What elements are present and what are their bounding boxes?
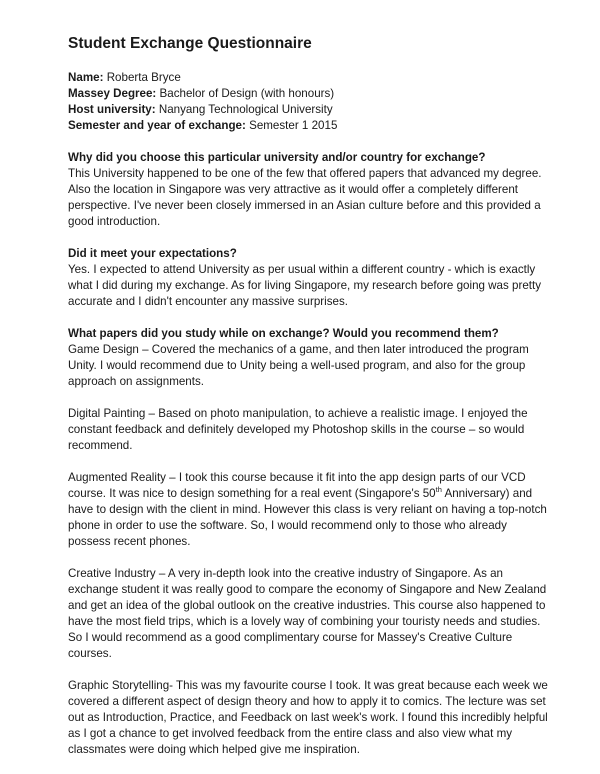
name-value: Roberta Bryce — [106, 71, 181, 84]
question-why-choose: Why did you choose this particular university and/or country for exchange? — [68, 151, 486, 164]
host-university-label: Host university: — [68, 103, 156, 116]
student-details — [68, 70, 548, 134]
question-papers: What papers did you study while on exchange? Would you recommend them? — [68, 327, 499, 340]
paper-digital-painting: Digital Painting – Based on photo manipulation, to achieve a realistic image. I enjoyed the constant feedback and definitely developed my Photoshop skills in the course – so would recommend. — [68, 407, 528, 452]
section-papers — [68, 326, 548, 758]
name-row — [68, 70, 548, 86]
paper-graphic-storytelling: Graphic Storytelling- This was my favourite course I took. It was great because each week we covered a different aspect of design theory and how to apply it to comics. The lecture was set out as Introduction, Practice, and Feedback on last week's work. I found this incredibly helpful as I got a chance to get involved feedback from the entire class and also view what my classmates were doing which helped give me inspiration. — [68, 679, 548, 756]
semester-label: Semester and year of exchange: — [68, 119, 246, 132]
name-label: Name: — [68, 71, 104, 84]
question-expectations: Did it meet your expectations? — [68, 247, 237, 260]
ar-text-end: Anniversary) and have to design with the client in mind. However this class is very reliant on having a top-notch phone in order to use the software. So, I would recommend only to those who already possess recent phones. — [68, 487, 547, 548]
answer-expectations: Yes. I expected to attend University as per usual within a different country - which is exactly what I did during my exchange. As for living Singapore, my research before going was pretty accurate and I didn't encounter any massive surprises. — [68, 263, 542, 308]
section-why-choose — [68, 150, 548, 230]
ar-superscript: th — [435, 485, 442, 495]
ar-text-start: Augmented Reality – I took this course because it fit into the app design parts of our VCD course. It was nice to design something for a real event (Singapore's 50 — [68, 471, 526, 500]
section-expectations — [68, 246, 548, 310]
semester-row — [68, 118, 548, 134]
host-university-value: Nanyang Technological University — [158, 103, 333, 116]
paper-augmented-reality — [68, 470, 548, 550]
degree-label: Massey Degree: — [68, 87, 157, 100]
semester-value: Semester 1 2015 — [249, 119, 338, 132]
paper-game-design: Game Design – Covered the mechanics of a game, and then later introduced the program Unity. I would recommend due to Unity being a well-used program, and also for the group approach on assignments. — [68, 343, 529, 388]
page-title: Student Exchange Questionnaire — [68, 35, 312, 52]
degree-row — [68, 86, 548, 102]
degree-value: Bachelor of Design (with honours) — [159, 87, 335, 100]
paper-creative-industry: Creative Industry – A very in-depth look into the creative industry of Singapore. As an exchange student it was really good to compare the economy of Singapore and New Zealand and get an idea of the global outlook on the creative industries. This course also happened to have the most field trips, which is a lovely way of combining your touristy needs and studies. So I would recommend as a good complimentary course for Massey's Creative Culture courses. — [68, 567, 547, 660]
answer-why-choose: This University happened to be one of the few that offered papers that advanced my degree. Also the location in Singapore was very attractive as it would offer a completely different perspective. I've never been closely immersed in an Asian culture before and this provided a good introduction. — [68, 167, 542, 228]
host-university-row — [68, 102, 548, 118]
questionnaire-page — [68, 34, 548, 774]
